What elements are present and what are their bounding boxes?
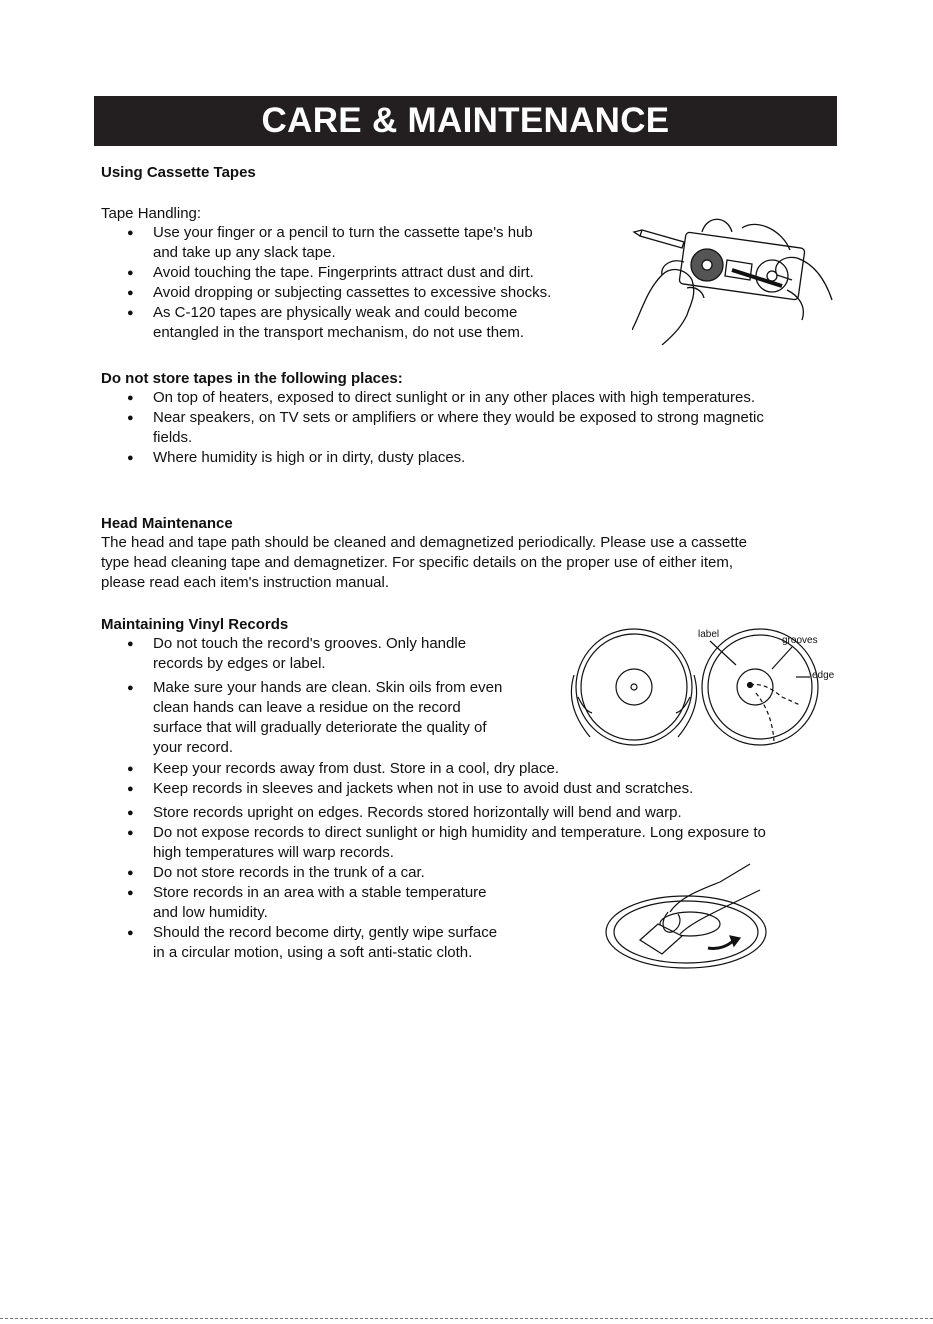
section-heading-storage: Do not store tapes in the following places: — [101, 370, 403, 387]
list-item-line: ● Store records upright on edges. Records stored horizontally will bend and warp. — [153, 804, 682, 821]
tape-handling-label: Tape Handling: — [101, 205, 202, 222]
list-item — [101, 678, 561, 758]
list-item-line: records by edges or label. — [153, 655, 326, 672]
list-item-line: ● Do not touch the record's grooves. Only handle — [153, 635, 467, 652]
list-item — [101, 803, 861, 823]
list-item-line: your record. — [153, 739, 234, 756]
head-maintenance-text — [101, 533, 861, 593]
list-item-line: ● As C-120 tapes are physically weak and could become — [153, 304, 518, 321]
cassette-hub-illustration — [632, 210, 837, 345]
page-title: CARE & MAINTENANCE — [94, 96, 837, 146]
record-handling-illustration — [560, 625, 840, 747]
list-item-line: entangled in the transport mechanism, do not use them. — [153, 324, 525, 341]
list-item-line: ● Where humidity is high or in dirty, dusty places. — [153, 449, 466, 466]
list-item-line: ● On top of heaters, exposed to direct sunlight or in any other places with high temperatures. — [153, 389, 756, 406]
paragraph-line: The head and tape path should be cleaned and demagnetized periodically. Please use a cassette — [101, 534, 748, 551]
list-item — [101, 408, 861, 448]
list-item-line: ● Keep your records away from dust. Store in a cool, dry place. — [153, 760, 560, 777]
record-wiping-illustration — [600, 862, 775, 972]
list-item — [101, 283, 621, 303]
list-item-line: ● Near speakers, on TV sets or amplifiers or where they would be exposed to strong magnetic — [153, 409, 764, 426]
diagram-label-edge: edge — [812, 670, 835, 681]
section-heading-cassette: Using Cassette Tapes — [101, 164, 256, 181]
list-item — [101, 388, 861, 408]
section-heading-head: Head Maintenance — [101, 515, 233, 532]
list-item — [101, 263, 621, 283]
diagram-label-label: label — [698, 629, 720, 640]
list-item-line: ● Do not store records in the trunk of a car. — [153, 864, 425, 881]
vinyl-list-handling — [101, 634, 561, 758]
list-item-line: in a circular motion, using a soft anti-static cloth. — [153, 944, 473, 961]
page-bottom-border — [0, 1318, 933, 1319]
diagram-label-grooves: grooves — [782, 635, 818, 646]
list-item-line: ● Store records in an area with a stable temperature — [153, 884, 487, 901]
list-item-line: ● Keep records in sleeves and jackets when not in use to avoid dust and scratches. — [153, 780, 694, 797]
list-item-line: ● Do not expose records to direct sunlight or high humidity and temperature. Long exposure to — [153, 824, 766, 841]
list-item-line: clean hands can leave a residue on the record — [153, 699, 461, 716]
vinyl-list-dust — [101, 759, 861, 799]
list-item — [101, 303, 621, 343]
list-item — [101, 759, 861, 779]
list-item-line: ● Avoid touching the tape. Fingerprints attract dust and dirt. — [153, 264, 534, 281]
section-heading-vinyl: Maintaining Vinyl Records — [101, 616, 289, 633]
list-item-line: ● Use your finger or a pencil to turn the cassette tape's hub — [153, 224, 533, 241]
list-item — [101, 448, 861, 468]
list-item — [101, 223, 621, 263]
list-item-line: surface that will gradually deteriorate the quality of — [153, 719, 487, 736]
paragraph-line: type head cleaning tape and demagnetizer. For specific details on the proper use of either item, — [101, 554, 734, 571]
list-item-line: high temperatures will warp records. — [153, 844, 394, 861]
list-item — [101, 634, 561, 674]
list-item-line: ● Make sure your hands are clean. Skin oils from even — [153, 679, 503, 696]
paragraph-line: please read each item's instruction manual. — [101, 574, 390, 591]
list-item — [101, 823, 861, 863]
storage-list — [101, 388, 861, 468]
list-item-line: fields. — [153, 429, 193, 446]
list-item — [101, 779, 861, 799]
list-item-line: ● Avoid dropping or subjecting cassettes to excessive shocks. — [153, 284, 552, 301]
tape-handling-list — [101, 223, 621, 343]
list-item-line: and take up any slack tape. — [153, 244, 336, 261]
list-item-line: and low humidity. — [153, 904, 268, 921]
list-item-line: ● Should the record become dirty, gently wipe surface — [153, 924, 498, 941]
